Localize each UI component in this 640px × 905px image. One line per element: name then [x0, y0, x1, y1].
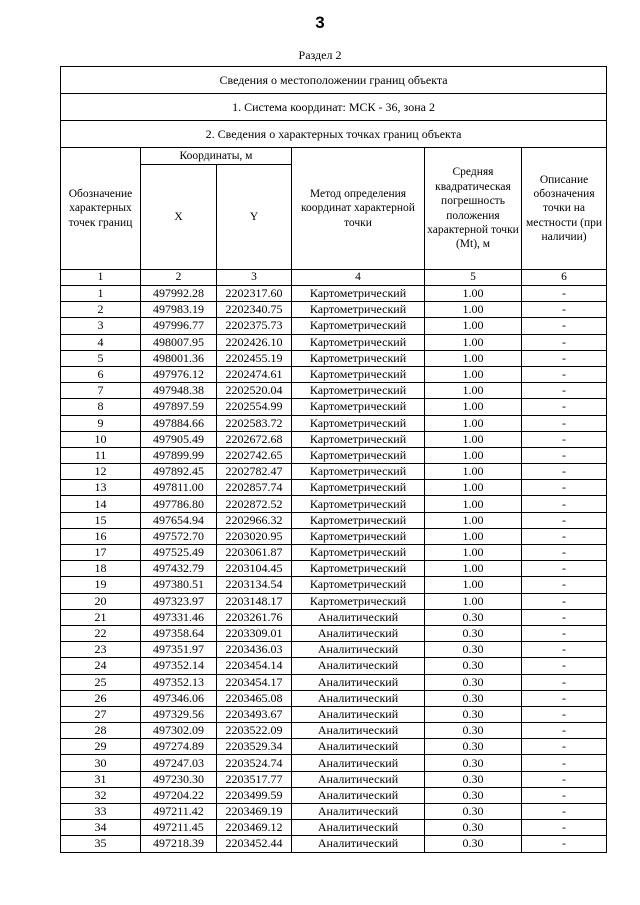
- description-cell: -: [522, 399, 607, 415]
- table-row: [61, 771, 607, 787]
- method-cell: Картометрический: [292, 334, 425, 350]
- description-cell: -: [522, 577, 607, 593]
- x-coordinate-cell: 497331.46: [141, 609, 217, 625]
- column-number: 2: [141, 270, 217, 286]
- point-number-cell: 10: [61, 431, 141, 447]
- y-coordinate-cell: 2202857.74: [217, 480, 292, 496]
- description-cell: -: [522, 723, 607, 739]
- y-coordinate-cell: 2202583.72: [217, 415, 292, 431]
- accuracy-cell: 1.00: [425, 593, 522, 609]
- description-cell: -: [522, 690, 607, 706]
- method-cell: Аналитический: [292, 771, 425, 787]
- point-number-cell: 28: [61, 723, 141, 739]
- table-row: [61, 545, 607, 561]
- header-y: Y: [217, 165, 292, 270]
- y-coordinate-cell: 2202672.68: [217, 431, 292, 447]
- description-cell: -: [522, 302, 607, 318]
- accuracy-cell: 1.00: [425, 528, 522, 544]
- table-title-row: [61, 67, 607, 94]
- accuracy-cell: 1.00: [425, 577, 522, 593]
- accuracy-cell: 0.30: [425, 739, 522, 755]
- table-row: [61, 334, 607, 350]
- x-coordinate-cell: 497996.77: [141, 318, 217, 334]
- accuracy-cell: 1.00: [425, 366, 522, 382]
- method-cell: Картометрический: [292, 496, 425, 512]
- column-number: 3: [217, 270, 292, 286]
- description-cell: -: [522, 350, 607, 366]
- y-coordinate-cell: 2202426.10: [217, 334, 292, 350]
- method-cell: Картометрический: [292, 383, 425, 399]
- points-heading: 2. Сведения о характерных точках границ объекта: [61, 121, 607, 148]
- x-coordinate-cell: 498007.95: [141, 334, 217, 350]
- table-row: [61, 674, 607, 690]
- description-cell: -: [522, 674, 607, 690]
- description-cell: -: [522, 771, 607, 787]
- x-coordinate-cell: 497811.00: [141, 480, 217, 496]
- table-row: [61, 286, 607, 302]
- column-numbers-row: [61, 270, 607, 286]
- point-number-cell: 33: [61, 804, 141, 820]
- y-coordinate-cell: 2203454.17: [217, 674, 292, 690]
- method-cell: Картометрический: [292, 577, 425, 593]
- table-row: [61, 496, 607, 512]
- point-number-cell: 20: [61, 593, 141, 609]
- method-cell: Аналитический: [292, 739, 425, 755]
- y-coordinate-cell: 2202520.04: [217, 383, 292, 399]
- table-row: [61, 447, 607, 463]
- x-coordinate-cell: 497572.70: [141, 528, 217, 544]
- method-cell: Аналитический: [292, 625, 425, 641]
- accuracy-cell: 0.30: [425, 755, 522, 771]
- method-cell: Картометрический: [292, 415, 425, 431]
- accuracy-cell: 1.00: [425, 383, 522, 399]
- description-cell: -: [522, 593, 607, 609]
- description-cell: -: [522, 755, 607, 771]
- x-coordinate-cell: 497204.22: [141, 787, 217, 803]
- column-number: 4: [292, 270, 425, 286]
- y-coordinate-cell: 2202742.65: [217, 447, 292, 463]
- header-coordinates: Координаты, м: [141, 148, 292, 165]
- table-row: [61, 528, 607, 544]
- x-coordinate-cell: 497654.94: [141, 512, 217, 528]
- x-coordinate-cell: 497352.14: [141, 658, 217, 674]
- boundary-points-table: [60, 66, 607, 853]
- x-coordinate-cell: 497230.30: [141, 771, 217, 787]
- x-coordinate-cell: 497211.42: [141, 804, 217, 820]
- table-row: [61, 464, 607, 480]
- method-cell: Аналитический: [292, 642, 425, 658]
- method-cell: Аналитический: [292, 755, 425, 771]
- table-row: [61, 723, 607, 739]
- description-cell: -: [522, 447, 607, 463]
- y-coordinate-cell: 2203499.59: [217, 787, 292, 803]
- method-cell: Аналитический: [292, 787, 425, 803]
- table-row: [61, 399, 607, 415]
- description-cell: -: [522, 512, 607, 528]
- table-row: [61, 804, 607, 820]
- table-row: [61, 577, 607, 593]
- accuracy-cell: 1.00: [425, 350, 522, 366]
- method-cell: Картометрический: [292, 447, 425, 463]
- point-number-cell: 35: [61, 836, 141, 852]
- table-row: [61, 561, 607, 577]
- table-row: [61, 350, 607, 366]
- x-coordinate-cell: 497899.99: [141, 447, 217, 463]
- header-accuracy: Средняя квадратическая погрешность положения характерной точки (Mt), м: [425, 148, 522, 270]
- x-coordinate-cell: 497274.89: [141, 739, 217, 755]
- accuracy-cell: 0.30: [425, 836, 522, 852]
- table-row: [61, 787, 607, 803]
- y-coordinate-cell: 2203465.08: [217, 690, 292, 706]
- point-number-cell: 27: [61, 706, 141, 722]
- table-row: [61, 383, 607, 399]
- y-coordinate-cell: 2203261.76: [217, 609, 292, 625]
- description-cell: -: [522, 642, 607, 658]
- coordinate-system-row: [61, 94, 607, 121]
- description-cell: -: [522, 625, 607, 641]
- description-cell: -: [522, 383, 607, 399]
- x-coordinate-cell: 497525.49: [141, 545, 217, 561]
- description-cell: -: [522, 561, 607, 577]
- accuracy-cell: 0.30: [425, 625, 522, 641]
- x-coordinate-cell: 497948.38: [141, 383, 217, 399]
- point-number-cell: 34: [61, 820, 141, 836]
- point-number-cell: 11: [61, 447, 141, 463]
- table-row: [61, 431, 607, 447]
- method-cell: Картометрический: [292, 399, 425, 415]
- method-cell: Аналитический: [292, 658, 425, 674]
- accuracy-cell: 0.30: [425, 642, 522, 658]
- y-coordinate-cell: 2203493.67: [217, 706, 292, 722]
- description-cell: -: [522, 415, 607, 431]
- x-coordinate-cell: 497218.39: [141, 836, 217, 852]
- point-number-cell: 2: [61, 302, 141, 318]
- y-coordinate-cell: 2203061.87: [217, 545, 292, 561]
- x-coordinate-cell: 497346.06: [141, 690, 217, 706]
- accuracy-cell: 1.00: [425, 302, 522, 318]
- accuracy-cell: 0.30: [425, 787, 522, 803]
- column-number: 5: [425, 270, 522, 286]
- accuracy-cell: 1.00: [425, 464, 522, 480]
- y-coordinate-cell: 2202872.52: [217, 496, 292, 512]
- point-number-cell: 22: [61, 625, 141, 641]
- header-point-designation: Обозначение характерных точек границ: [61, 148, 141, 270]
- x-coordinate-cell: 497329.56: [141, 706, 217, 722]
- accuracy-cell: 1.00: [425, 561, 522, 577]
- x-coordinate-cell: 497211.45: [141, 820, 217, 836]
- y-coordinate-cell: 2202375.73: [217, 318, 292, 334]
- table-row: [61, 512, 607, 528]
- method-cell: Картометрический: [292, 528, 425, 544]
- y-coordinate-cell: 2202455.19: [217, 350, 292, 366]
- column-number: 6: [522, 270, 607, 286]
- header-method: Метод определения координат характерной точки: [292, 148, 425, 270]
- method-cell: Аналитический: [292, 674, 425, 690]
- page-number: 3: [315, 13, 325, 32]
- point-number-cell: 5: [61, 350, 141, 366]
- table-row: [61, 480, 607, 496]
- method-cell: Картометрический: [292, 431, 425, 447]
- y-coordinate-cell: 2202340.75: [217, 302, 292, 318]
- point-number-cell: 18: [61, 561, 141, 577]
- method-cell: Аналитический: [292, 706, 425, 722]
- table-row: [61, 690, 607, 706]
- description-cell: -: [522, 739, 607, 755]
- point-number-cell: 4: [61, 334, 141, 350]
- accuracy-cell: 1.00: [425, 431, 522, 447]
- y-coordinate-cell: 2202782.47: [217, 464, 292, 480]
- description-cell: -: [522, 334, 607, 350]
- section-label: Раздел 2: [298, 48, 342, 62]
- table-row: [61, 820, 607, 836]
- accuracy-cell: 1.00: [425, 496, 522, 512]
- table-row: [61, 706, 607, 722]
- point-number-cell: 9: [61, 415, 141, 431]
- y-coordinate-cell: 2203020.95: [217, 528, 292, 544]
- point-number-cell: 12: [61, 464, 141, 480]
- x-coordinate-cell: 497380.51: [141, 577, 217, 593]
- y-coordinate-cell: 2202474.61: [217, 366, 292, 382]
- x-coordinate-cell: 497905.49: [141, 431, 217, 447]
- x-coordinate-cell: 497358.64: [141, 625, 217, 641]
- y-coordinate-cell: 2203469.12: [217, 820, 292, 836]
- description-cell: -: [522, 528, 607, 544]
- point-number-cell: 1: [61, 286, 141, 302]
- x-coordinate-cell: 497983.19: [141, 302, 217, 318]
- description-cell: -: [522, 545, 607, 561]
- y-coordinate-cell: 2203469.19: [217, 804, 292, 820]
- accuracy-cell: 1.00: [425, 334, 522, 350]
- point-number-cell: 6: [61, 366, 141, 382]
- point-number-cell: 16: [61, 528, 141, 544]
- header-row-top: [61, 148, 607, 165]
- table-row: [61, 658, 607, 674]
- column-number: 1: [61, 270, 141, 286]
- method-cell: Аналитический: [292, 609, 425, 625]
- table-row: [61, 755, 607, 771]
- x-coordinate-cell: 497786.80: [141, 496, 217, 512]
- method-cell: Аналитический: [292, 820, 425, 836]
- description-cell: -: [522, 480, 607, 496]
- method-cell: Картометрический: [292, 464, 425, 480]
- y-coordinate-cell: 2202554.99: [217, 399, 292, 415]
- accuracy-cell: 0.30: [425, 771, 522, 787]
- point-number-cell: 21: [61, 609, 141, 625]
- x-coordinate-cell: 498001.36: [141, 350, 217, 366]
- accuracy-cell: 0.30: [425, 723, 522, 739]
- table-row: [61, 642, 607, 658]
- coordinate-system: 1. Система координат: МСК - 36, зона 2: [61, 94, 607, 121]
- y-coordinate-cell: 2203134.54: [217, 577, 292, 593]
- y-coordinate-cell: 2203529.34: [217, 739, 292, 755]
- method-cell: Картометрический: [292, 512, 425, 528]
- method-cell: Аналитический: [292, 723, 425, 739]
- accuracy-cell: 1.00: [425, 512, 522, 528]
- table-row: [61, 625, 607, 641]
- table-row: [61, 836, 607, 852]
- point-number-cell: 30: [61, 755, 141, 771]
- x-coordinate-cell: 497897.59: [141, 399, 217, 415]
- x-coordinate-cell: 497992.28: [141, 286, 217, 302]
- table-row: [61, 739, 607, 755]
- point-number-cell: 13: [61, 480, 141, 496]
- table-row: [61, 609, 607, 625]
- method-cell: Аналитический: [292, 804, 425, 820]
- accuracy-cell: 1.00: [425, 415, 522, 431]
- point-number-cell: 29: [61, 739, 141, 755]
- table-row: [61, 366, 607, 382]
- description-cell: -: [522, 464, 607, 480]
- table-row: [61, 318, 607, 334]
- accuracy-cell: 0.30: [425, 658, 522, 674]
- method-cell: Картометрический: [292, 350, 425, 366]
- y-coordinate-cell: 2202317.60: [217, 286, 292, 302]
- method-cell: Аналитический: [292, 836, 425, 852]
- y-coordinate-cell: 2203454.14: [217, 658, 292, 674]
- accuracy-cell: 1.00: [425, 399, 522, 415]
- point-number-cell: 24: [61, 658, 141, 674]
- y-coordinate-cell: 2203452.44: [217, 836, 292, 852]
- method-cell: Картометрический: [292, 302, 425, 318]
- method-cell: Картометрический: [292, 593, 425, 609]
- x-coordinate-cell: 497892.45: [141, 464, 217, 480]
- x-coordinate-cell: 497247.03: [141, 755, 217, 771]
- x-coordinate-cell: 497884.66: [141, 415, 217, 431]
- point-number-cell: 15: [61, 512, 141, 528]
- y-coordinate-cell: 2203436.03: [217, 642, 292, 658]
- description-cell: -: [522, 787, 607, 803]
- points-heading-row: [61, 121, 607, 148]
- method-cell: Картометрический: [292, 480, 425, 496]
- method-cell: Картометрический: [292, 561, 425, 577]
- y-coordinate-cell: 2202966.32: [217, 512, 292, 528]
- description-cell: -: [522, 366, 607, 382]
- accuracy-cell: 0.30: [425, 609, 522, 625]
- y-coordinate-cell: 2203524.74: [217, 755, 292, 771]
- x-coordinate-cell: 497352.13: [141, 674, 217, 690]
- point-number-cell: 7: [61, 383, 141, 399]
- method-cell: Картометрический: [292, 318, 425, 334]
- point-number-cell: 26: [61, 690, 141, 706]
- x-coordinate-cell: 497432.79: [141, 561, 217, 577]
- description-cell: -: [522, 836, 607, 852]
- point-number-cell: 19: [61, 577, 141, 593]
- description-cell: -: [522, 609, 607, 625]
- method-cell: Картометрический: [292, 545, 425, 561]
- y-coordinate-cell: 2203104.45: [217, 561, 292, 577]
- accuracy-cell: 0.30: [425, 820, 522, 836]
- description-cell: -: [522, 820, 607, 836]
- table-row: [61, 593, 607, 609]
- x-coordinate-cell: 497351.97: [141, 642, 217, 658]
- point-number-cell: 25: [61, 674, 141, 690]
- y-coordinate-cell: 2203309.01: [217, 625, 292, 641]
- accuracy-cell: 0.30: [425, 690, 522, 706]
- accuracy-cell: 1.00: [425, 286, 522, 302]
- header-x: X: [141, 165, 217, 270]
- header-description: Описание обозначения точки на местности (при наличии): [522, 148, 607, 270]
- method-cell: Картометрический: [292, 366, 425, 382]
- description-cell: -: [522, 318, 607, 334]
- point-number-cell: 8: [61, 399, 141, 415]
- point-number-cell: 17: [61, 545, 141, 561]
- accuracy-cell: 0.30: [425, 706, 522, 722]
- x-coordinate-cell: 497323.97: [141, 593, 217, 609]
- method-cell: Аналитический: [292, 690, 425, 706]
- description-cell: -: [522, 658, 607, 674]
- accuracy-cell: 0.30: [425, 804, 522, 820]
- point-number-cell: 32: [61, 787, 141, 803]
- table-title: Сведения о местоположении границ объекта: [61, 67, 607, 94]
- description-cell: -: [522, 286, 607, 302]
- accuracy-cell: 0.30: [425, 674, 522, 690]
- y-coordinate-cell: 2203517.77: [217, 771, 292, 787]
- description-cell: -: [522, 804, 607, 820]
- table-row: [61, 302, 607, 318]
- description-cell: -: [522, 496, 607, 512]
- accuracy-cell: 1.00: [425, 447, 522, 463]
- x-coordinate-cell: 497302.09: [141, 723, 217, 739]
- point-number-cell: 3: [61, 318, 141, 334]
- point-number-cell: 31: [61, 771, 141, 787]
- description-cell: -: [522, 706, 607, 722]
- point-number-cell: 14: [61, 496, 141, 512]
- accuracy-cell: 1.00: [425, 545, 522, 561]
- x-coordinate-cell: 497976.12: [141, 366, 217, 382]
- method-cell: Картометрический: [292, 286, 425, 302]
- accuracy-cell: 1.00: [425, 480, 522, 496]
- y-coordinate-cell: 2203522.09: [217, 723, 292, 739]
- table-body: [61, 67, 607, 853]
- y-coordinate-cell: 2203148.17: [217, 593, 292, 609]
- description-cell: -: [522, 431, 607, 447]
- table-row: [61, 415, 607, 431]
- point-number-cell: 23: [61, 642, 141, 658]
- accuracy-cell: 1.00: [425, 318, 522, 334]
